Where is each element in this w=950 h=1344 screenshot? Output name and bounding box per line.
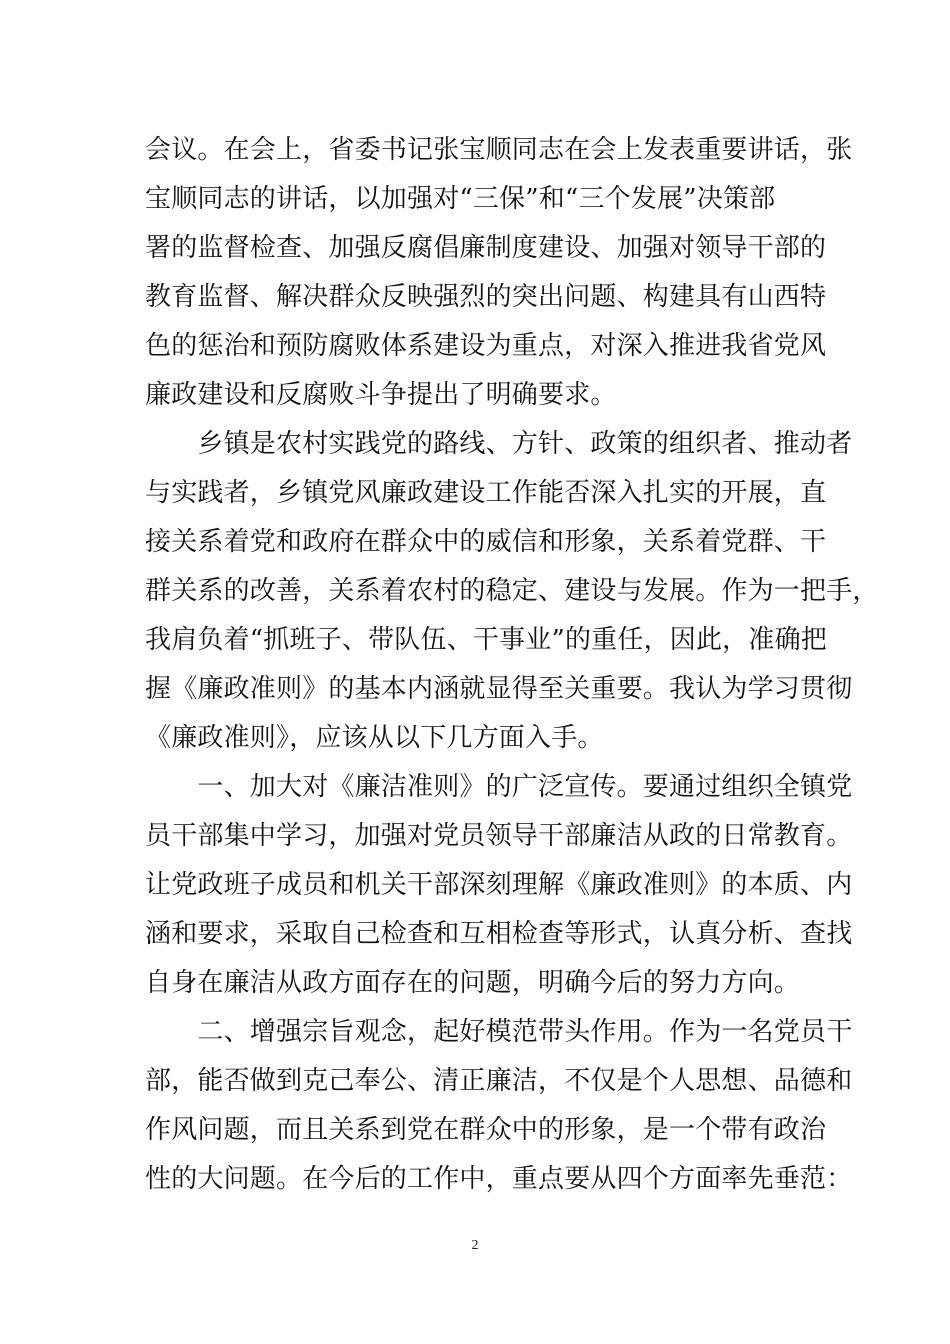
body-text xyxy=(145,126,879,1204)
text-line: 二、增强宗旨观念，起好模范带头作用。作为一名党员干 xyxy=(145,1017,853,1047)
text-line: 员干部集中学习，加强对党员领导干部廉洁从政的日常教育。 xyxy=(145,821,853,851)
text-line: 握《廉政准则》的基本内涵就显得至关重要。我认为学习贯彻 xyxy=(145,674,853,704)
text-line: 教育监督、解决群众反映强烈的突出问题、构建具有山西特 xyxy=(145,282,827,312)
text-line: 《廉政准则》，应该从以下几方面入手。 xyxy=(145,723,604,753)
text-line: 部，能否做到克己奉公、清正廉洁，不仅是个人思想、品德和 xyxy=(145,1066,853,1096)
text-line: 廉政建设和反腐败斗争提出了明确要求。 xyxy=(145,380,617,410)
text-line: 接关系着党和政府在群众中的威信和形象，关系着党群、干 xyxy=(145,527,827,557)
text-line: 会议。在会上，省委书记张宝顺同志在会上发表重要讲话，张 xyxy=(145,135,853,165)
text-line: 一、加大对《廉洁准则》的广泛宣传。要通过组织全镇党 xyxy=(145,772,853,802)
text-line: 我肩负着“抓班子、带队伍、干事业”的重任，因此，准确把 xyxy=(145,625,827,655)
text-line: 与实践者，乡镇党风廉政建设工作能否深入扎实的开展，直 xyxy=(145,478,827,508)
text-line: 群关系的改善，关系着农村的稳定、建设与发展。作为一把手， xyxy=(145,576,879,606)
text-line: 署的监督检查、加强反腐倡廉制度建设、加强对领导干部的 xyxy=(145,233,827,263)
text-line: 让党政班子成员和机关干部深刻理解《廉政准则》的本质、内 xyxy=(145,870,853,900)
text-line: 色的惩治和预防腐败体系建设为重点，对深入推进我省党风 xyxy=(145,331,827,361)
text-line: 性的大问题。在今后的工作中，重点要从四个方面率先垂范： xyxy=(145,1164,853,1194)
text-line: 涵和要求，采取自己检查和互相检查等形式，认真分析、查找 xyxy=(145,919,853,949)
text-line: 宝顺同志的讲话，以加强对“三保”和“三个发展”决策部 xyxy=(145,184,776,214)
text-line: 作风问题，而且关系到党在群众中的形象，是一个带有政治 xyxy=(145,1115,827,1145)
text-line: 自身在廉洁从政方面存在的问题，明确今后的努力方向。 xyxy=(145,968,801,998)
page-number: 2 xyxy=(471,1238,479,1253)
text-line: 乡镇是农村实践党的路线、方针、政策的组织者、推动者 xyxy=(145,429,853,459)
